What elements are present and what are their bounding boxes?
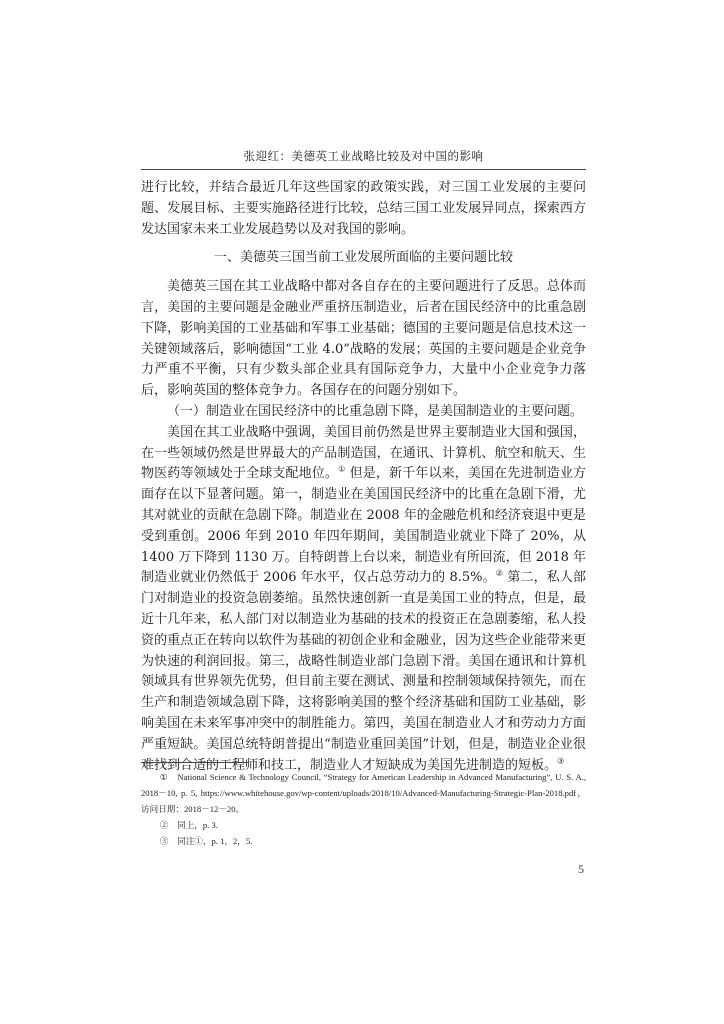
paragraph-1: 美德英三国在其工业战略中都对各自存在的主要问题进行了反思。总体而言，美国的主要问题是金融业严重挤压制造业，后者在国民经济中的比重急剧下降，影响美国的工业基础和军事工业基础；德国的主要问题是信息技术这一关键领域落后，影响德国“工业 4.0”战略的发展；英国的主要问题是企业竞争力严重不平衡，只有少数头部企业具有国际竞争力，大量中小企业竞争力落后，影响英国的整体竞争力。各国存在的问题分别如下。 — [141, 279, 586, 399]
intro-paragraph: 进行比较，并结合最近几年这些国家的政策实践，对三国工业发展的主要问题、发展目标、主要实施路径进行比较，总结三国工业发展异同点，探索西方发达国家未来工业发展趋势以及对我国的影响。 — [141, 180, 586, 237]
footnote-3: ③ 同注①，p. 1，2，5. — [159, 836, 253, 846]
footnote-ref-1: ① — [338, 465, 346, 475]
footnotes — [141, 769, 586, 849]
paragraph-2 — [141, 423, 586, 777]
paragraph-2-part-a: 美国在其工业战略中强调，美国目前仍然是世界主要制造业大国和强国，在一些领域仍然是世界最大的产品制造国，在通讯、计算机、航空和航天、生物医药等领域处于全球支配地位。 — [141, 424, 586, 482]
footnote-ref-3: ③ — [557, 756, 565, 766]
footnote-2: ② 同上，p. 3. — [159, 820, 218, 830]
footnote-rule — [141, 762, 249, 763]
footnote-ref-2: ② — [495, 569, 504, 579]
running-header: 张迎红：美德英工业战略比较及对中国的影响 — [243, 149, 484, 163]
page-number: 5 — [578, 862, 584, 876]
footnote-1: ① National Science & Technology Council, “Strategy for American Leadership in Advanced Manufacturing”, U. S. A., 2018－10, p. 5, https://www.whitehouse.gov/wp-content/uploads/2018/10/Advanced-Manufacturing-Strategic-Plan-2018.pdf，访问日期：2018－12－20。 — [141, 772, 586, 814]
section-heading: 一、美德英三国当前工业发展所面临的主要问题比较 — [213, 250, 513, 266]
subheading-1: （一）制造业在国民经济中的比重急剧下降，是美国制造业的主要问题。 — [167, 403, 584, 419]
paragraph-2-part-b: 但是，新千年以来，美国在先进制造业方面存在以下显著问题。第一，制造业在美国国民经济中的比重在急剧下滑，尤其对就业的贡献在急剧下降。制造业在 2008 年的金融危机和经济衰退中更是受到重创。2006 年到 2010 年四年期间，美国制造业就业下降了 20%，从 1400 万下降到 1130 万。自特朗普上台以来，制造业有所回流，但 2018 年制造业就业仍然低于 2006 年水平，仅占总劳动力的 8.5%。 — [141, 466, 586, 586]
paragraph-2-part-c: 第二，私人部门对制造业的投资急剧萎缩。虽然快速创新一直是美国工业的特点，但是，最近十几年来，私人部门对以制造业为基础的技术的投资正在急剧萎缩，私人投资的重点正在转向以软件为基础的初创企业和金融业，因为这些企业能带来更为快速的利润回报。第三，战略性制造业部门急剧下滑。美国在通讯和计算机领域具有世界领先优势，但目前主要在测试、测量和控制领域保持领先，而在生产和制造领域急剧下降，这将影响美国的整个经济基础和国防工业基础，影响美国在未来军事冲突中的制胜能力。第四，美国在制造业人才和劳动力方面严重短缺。美国总统特朗普提出“制造业重回美国”计划，但是，制造业企业很难找到合适的工程师和技工，制造业人才短缺成为美国先进制造的短板。 — [141, 570, 587, 773]
main-text — [141, 178, 586, 776]
header-rule — [141, 169, 586, 170]
